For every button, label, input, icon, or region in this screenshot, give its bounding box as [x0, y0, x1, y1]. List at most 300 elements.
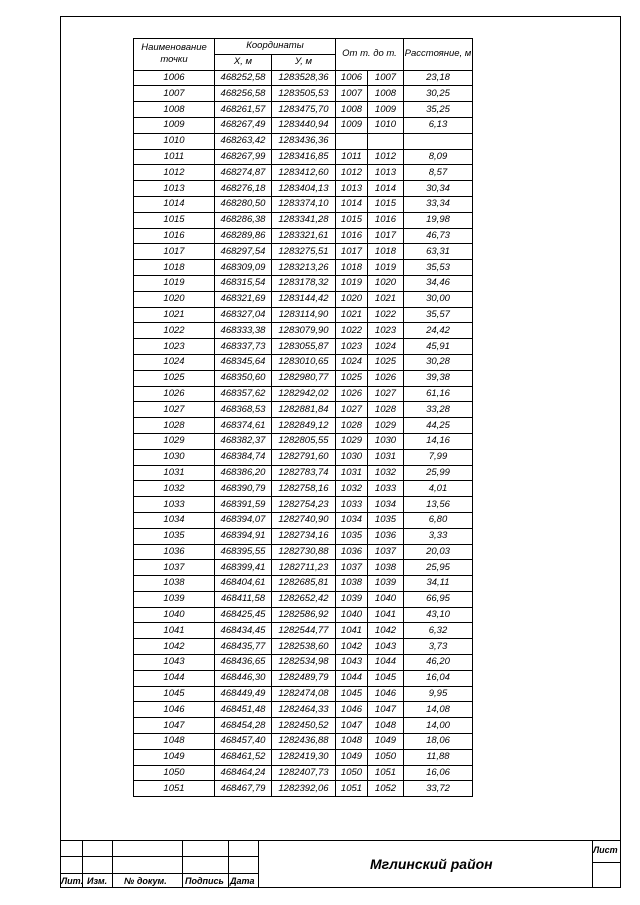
distance-cell: 6,32: [404, 623, 473, 639]
y-coord-cell: 1283114,90: [272, 307, 336, 323]
x-coord-cell: 468315,54: [215, 275, 272, 291]
table-row: [134, 591, 473, 607]
point-name-cell: 1022: [134, 323, 215, 339]
distance-cell: 44,25: [404, 418, 473, 434]
from-point-cell: 1029: [336, 433, 368, 449]
header-coordinates: Координаты: [215, 39, 336, 55]
point-name-cell: 1023: [134, 339, 215, 355]
point-name-cell: 1027: [134, 402, 215, 418]
to-point-cell: 1041: [368, 607, 404, 623]
table-row: [134, 749, 473, 765]
point-name-cell: 1038: [134, 576, 215, 592]
to-point-cell: 1030: [368, 433, 404, 449]
y-coord-cell: 1283178,32: [272, 275, 336, 291]
table-row: [134, 639, 473, 655]
y-coord-cell: 1282392,06: [272, 781, 336, 797]
table-row: [134, 275, 473, 291]
x-coord-cell: 468394,07: [215, 512, 272, 528]
table-row: [134, 512, 473, 528]
x-coord-cell: 468289,86: [215, 228, 272, 244]
distance-cell: 4,01: [404, 481, 473, 497]
x-coord-cell: 468454,28: [215, 718, 272, 734]
distance-cell: 23,18: [404, 70, 473, 86]
x-coord-cell: 468280,50: [215, 196, 272, 212]
from-point-cell: 1006: [336, 70, 368, 86]
y-coord-cell: 1282544,77: [272, 623, 336, 639]
x-coord-cell: 468297,54: [215, 244, 272, 260]
point-name-cell: 1011: [134, 149, 215, 165]
to-point-cell: 1015: [368, 196, 404, 212]
distance-cell: 63,31: [404, 244, 473, 260]
from-point-cell: 1042: [336, 639, 368, 655]
table-row: [134, 670, 473, 686]
table-row: [134, 244, 473, 260]
y-coord-cell: 1282791,60: [272, 449, 336, 465]
x-coord-cell: 468446,30: [215, 670, 272, 686]
to-point-cell: 1022: [368, 307, 404, 323]
y-coord-cell: 1282711,23: [272, 560, 336, 576]
x-coord-cell: 468357,62: [215, 386, 272, 402]
from-point-cell: [336, 133, 368, 149]
table-row: [134, 607, 473, 623]
x-coord-cell: 468321,69: [215, 291, 272, 307]
to-point-cell: 1029: [368, 418, 404, 434]
point-name-cell: 1044: [134, 670, 215, 686]
table-row: [134, 228, 473, 244]
to-point-cell: 1050: [368, 749, 404, 765]
y-coord-cell: 1283374,10: [272, 196, 336, 212]
y-coord-cell: 1282942,02: [272, 386, 336, 402]
table-row: [134, 702, 473, 718]
point-name-cell: 1037: [134, 560, 215, 576]
distance-cell: 33,28: [404, 402, 473, 418]
table-row: [134, 781, 473, 797]
point-name-cell: 1032: [134, 481, 215, 497]
point-name-cell: 1009: [134, 117, 215, 133]
from-point-cell: 1022: [336, 323, 368, 339]
table-body: [134, 70, 473, 797]
table-row: [134, 734, 473, 750]
header-point-name: Наименование точки: [134, 39, 215, 71]
to-point-cell: 1007: [368, 70, 404, 86]
from-point-cell: 1017: [336, 244, 368, 260]
x-coord-cell: 468449,49: [215, 686, 272, 702]
point-name-cell: 1026: [134, 386, 215, 402]
from-point-cell: 1020: [336, 291, 368, 307]
header-y: У, м: [272, 54, 336, 70]
header-from-to: От т. до т.: [336, 39, 404, 71]
to-point-cell: 1037: [368, 544, 404, 560]
to-point-cell: 1052: [368, 781, 404, 797]
to-point-cell: 1010: [368, 117, 404, 133]
y-coord-cell: 1283341,28: [272, 212, 336, 228]
to-point-cell: 1049: [368, 734, 404, 750]
distance-cell: 46,20: [404, 655, 473, 671]
distance-cell: 25,99: [404, 465, 473, 481]
point-name-cell: 1019: [134, 275, 215, 291]
point-name-cell: 1049: [134, 749, 215, 765]
table-row: [134, 481, 473, 497]
point-name-cell: 1045: [134, 686, 215, 702]
stamp-lit-label: Лит.: [61, 876, 84, 886]
stamp-date-label: Дата: [230, 876, 255, 886]
to-point-cell: [368, 133, 404, 149]
from-point-cell: 1037: [336, 560, 368, 576]
y-coord-cell: 1282474,08: [272, 686, 336, 702]
distance-cell: 35,53: [404, 260, 473, 276]
y-coord-cell: 1282450,52: [272, 718, 336, 734]
to-point-cell: 1044: [368, 655, 404, 671]
x-coord-cell: 468451,48: [215, 702, 272, 718]
distance-cell: 30,00: [404, 291, 473, 307]
table-row: [134, 449, 473, 465]
from-point-cell: 1012: [336, 165, 368, 181]
table-row: [134, 576, 473, 592]
point-name-cell: 1048: [134, 734, 215, 750]
point-name-cell: 1039: [134, 591, 215, 607]
from-point-cell: 1039: [336, 591, 368, 607]
y-coord-cell: 1283321,61: [272, 228, 336, 244]
distance-cell: 39,38: [404, 370, 473, 386]
table-row: [134, 165, 473, 181]
to-point-cell: 1042: [368, 623, 404, 639]
to-point-cell: 1051: [368, 765, 404, 781]
table-row: [134, 370, 473, 386]
table-row: [134, 433, 473, 449]
to-point-cell: 1043: [368, 639, 404, 655]
x-coord-cell: 468276,18: [215, 181, 272, 197]
point-name-cell: 1006: [134, 70, 215, 86]
y-coord-cell: 1282489,79: [272, 670, 336, 686]
table-row: [134, 86, 473, 102]
distance-cell: 33,72: [404, 781, 473, 797]
to-point-cell: 1018: [368, 244, 404, 260]
to-point-cell: 1014: [368, 181, 404, 197]
point-name-cell: 1047: [134, 718, 215, 734]
to-point-cell: 1019: [368, 260, 404, 276]
x-coord-cell: 468425,45: [215, 607, 272, 623]
point-name-cell: 1041: [134, 623, 215, 639]
to-point-cell: 1020: [368, 275, 404, 291]
from-point-cell: 1044: [336, 670, 368, 686]
from-point-cell: 1007: [336, 86, 368, 102]
table-row: [134, 212, 473, 228]
y-coord-cell: 1283144,42: [272, 291, 336, 307]
y-coord-cell: 1283412,60: [272, 165, 336, 181]
point-name-cell: 1031: [134, 465, 215, 481]
from-point-cell: 1016: [336, 228, 368, 244]
point-name-cell: 1010: [134, 133, 215, 149]
from-point-cell: 1046: [336, 702, 368, 718]
table-row: [134, 260, 473, 276]
x-coord-cell: 468333,38: [215, 323, 272, 339]
y-coord-cell: 1282652,42: [272, 591, 336, 607]
table-row: [134, 686, 473, 702]
to-point-cell: 1045: [368, 670, 404, 686]
table-row: [134, 386, 473, 402]
stamp-signature-label: Подпись: [185, 876, 224, 886]
x-coord-cell: 468374,61: [215, 418, 272, 434]
table-row: [134, 323, 473, 339]
to-point-cell: 1017: [368, 228, 404, 244]
table-row: [134, 765, 473, 781]
x-coord-cell: 468263,42: [215, 133, 272, 149]
to-point-cell: 1024: [368, 339, 404, 355]
table-row: [134, 465, 473, 481]
x-coord-cell: 468327,04: [215, 307, 272, 323]
point-name-cell: 1016: [134, 228, 215, 244]
y-coord-cell: 1282419,30: [272, 749, 336, 765]
y-coord-cell: 1283416,85: [272, 149, 336, 165]
to-point-cell: 1009: [368, 102, 404, 118]
distance-cell: 16,06: [404, 765, 473, 781]
to-point-cell: 1025: [368, 354, 404, 370]
header-x: X, м: [215, 54, 272, 70]
point-name-cell: 1036: [134, 544, 215, 560]
distance-cell: 30,25: [404, 86, 473, 102]
table-row: [134, 181, 473, 197]
to-point-cell: 1032: [368, 465, 404, 481]
from-point-cell: 1049: [336, 749, 368, 765]
distance-cell: 30,28: [404, 354, 473, 370]
distance-cell: 11,88: [404, 749, 473, 765]
y-coord-cell: 1282464,33: [272, 702, 336, 718]
x-coord-cell: 468461,52: [215, 749, 272, 765]
x-coord-cell: 468457,40: [215, 734, 272, 750]
x-coord-cell: 468267,49: [215, 117, 272, 133]
from-point-cell: 1015: [336, 212, 368, 228]
distance-cell: 6,80: [404, 512, 473, 528]
to-point-cell: 1012: [368, 149, 404, 165]
from-point-cell: 1048: [336, 734, 368, 750]
from-point-cell: 1035: [336, 528, 368, 544]
from-point-cell: 1011: [336, 149, 368, 165]
distance-cell: 6,13: [404, 117, 473, 133]
distance-cell: 43,10: [404, 607, 473, 623]
from-point-cell: 1025: [336, 370, 368, 386]
to-point-cell: 1033: [368, 481, 404, 497]
distance-cell: 25,95: [404, 560, 473, 576]
from-point-cell: 1043: [336, 655, 368, 671]
y-coord-cell: 1282730,88: [272, 544, 336, 560]
from-point-cell: 1021: [336, 307, 368, 323]
y-coord-cell: 1283436,36: [272, 133, 336, 149]
table-row: [134, 307, 473, 323]
x-coord-cell: 468434,45: [215, 623, 272, 639]
to-point-cell: 1038: [368, 560, 404, 576]
x-coord-cell: 468390,79: [215, 481, 272, 497]
x-coord-cell: 468384,74: [215, 449, 272, 465]
y-coord-cell: 1283505,53: [272, 86, 336, 102]
from-point-cell: 1008: [336, 102, 368, 118]
x-coord-cell: 468395,55: [215, 544, 272, 560]
from-point-cell: 1038: [336, 576, 368, 592]
distance-cell: 20,03: [404, 544, 473, 560]
table-row: [134, 655, 473, 671]
point-name-cell: 1020: [134, 291, 215, 307]
from-point-cell: 1047: [336, 718, 368, 734]
distance-cell: 34,46: [404, 275, 473, 291]
point-name-cell: 1028: [134, 418, 215, 434]
x-coord-cell: 468286,38: [215, 212, 272, 228]
to-point-cell: 1035: [368, 512, 404, 528]
y-coord-cell: 1282734,16: [272, 528, 336, 544]
distance-cell: 7,99: [404, 449, 473, 465]
y-coord-cell: 1282407,73: [272, 765, 336, 781]
distance-cell: 46,73: [404, 228, 473, 244]
y-coord-cell: 1283079,90: [272, 323, 336, 339]
y-coord-cell: 1283275,51: [272, 244, 336, 260]
x-coord-cell: 468404,61: [215, 576, 272, 592]
distance-cell: 61,16: [404, 386, 473, 402]
to-point-cell: 1031: [368, 449, 404, 465]
table-row: [134, 291, 473, 307]
from-point-cell: 1041: [336, 623, 368, 639]
to-point-cell: 1048: [368, 718, 404, 734]
y-coord-cell: 1282805,55: [272, 433, 336, 449]
distance-cell: 16,04: [404, 670, 473, 686]
table-row: [134, 497, 473, 513]
x-coord-cell: 468467,79: [215, 781, 272, 797]
coordinates-table: [133, 38, 473, 797]
x-coord-cell: 468261,57: [215, 102, 272, 118]
x-coord-cell: 468256,58: [215, 86, 272, 102]
distance-cell: 34,11: [404, 576, 473, 592]
y-coord-cell: 1282538,60: [272, 639, 336, 655]
point-name-cell: 1014: [134, 196, 215, 212]
to-point-cell: 1040: [368, 591, 404, 607]
to-point-cell: 1013: [368, 165, 404, 181]
from-point-cell: 1026: [336, 386, 368, 402]
distance-cell: 30,34: [404, 181, 473, 197]
to-point-cell: 1046: [368, 686, 404, 702]
x-coord-cell: 468350,60: [215, 370, 272, 386]
distance-cell: 13,56: [404, 497, 473, 513]
x-coord-cell: 468391,59: [215, 497, 272, 513]
table-row: [134, 418, 473, 434]
y-coord-cell: 1282685,81: [272, 576, 336, 592]
to-point-cell: 1028: [368, 402, 404, 418]
table-row: [134, 339, 473, 355]
distance-cell: 33,34: [404, 196, 473, 212]
distance-cell: 45,91: [404, 339, 473, 355]
to-point-cell: 1047: [368, 702, 404, 718]
x-coord-cell: 468382,37: [215, 433, 272, 449]
distance-cell: 35,25: [404, 102, 473, 118]
to-point-cell: 1036: [368, 528, 404, 544]
x-coord-cell: 468267,99: [215, 149, 272, 165]
to-point-cell: 1016: [368, 212, 404, 228]
x-coord-cell: 468309,09: [215, 260, 272, 276]
x-coord-cell: 468345,64: [215, 354, 272, 370]
point-name-cell: 1034: [134, 512, 215, 528]
to-point-cell: 1026: [368, 370, 404, 386]
table-row: [134, 70, 473, 86]
stamp-izm-label: Изм.: [87, 876, 108, 886]
x-coord-cell: 468435,77: [215, 639, 272, 655]
table-row: [134, 354, 473, 370]
y-coord-cell: 1283010,65: [272, 354, 336, 370]
distance-cell: 3,33: [404, 528, 473, 544]
to-point-cell: 1034: [368, 497, 404, 513]
x-coord-cell: 468337,73: [215, 339, 272, 355]
point-name-cell: 1033: [134, 497, 215, 513]
point-name-cell: 1008: [134, 102, 215, 118]
point-name-cell: 1018: [134, 260, 215, 276]
point-name-cell: 1040: [134, 607, 215, 623]
from-point-cell: 1028: [336, 418, 368, 434]
y-coord-cell: 1283440,94: [272, 117, 336, 133]
to-point-cell: 1021: [368, 291, 404, 307]
y-coord-cell: 1283055,87: [272, 339, 336, 355]
x-coord-cell: 468399,41: [215, 560, 272, 576]
y-coord-cell: 1282534,98: [272, 655, 336, 671]
table-row: [134, 196, 473, 212]
table-row: [134, 560, 473, 576]
distance-cell: [404, 133, 473, 149]
distance-cell: 18,06: [404, 734, 473, 750]
point-name-cell: 1051: [134, 781, 215, 797]
from-point-cell: 1034: [336, 512, 368, 528]
point-name-cell: 1029: [134, 433, 215, 449]
to-point-cell: 1039: [368, 576, 404, 592]
point-name-cell: 1007: [134, 86, 215, 102]
table-row: [134, 149, 473, 165]
from-point-cell: 1023: [336, 339, 368, 355]
x-coord-cell: 468274,87: [215, 165, 272, 181]
from-point-cell: 1009: [336, 117, 368, 133]
from-point-cell: 1032: [336, 481, 368, 497]
x-coord-cell: 468252,58: [215, 70, 272, 86]
from-point-cell: 1013: [336, 181, 368, 197]
distance-cell: 9,95: [404, 686, 473, 702]
table-row: [134, 402, 473, 418]
stamp-title: Мглинский район: [370, 856, 493, 872]
distance-cell: 14,00: [404, 718, 473, 734]
from-point-cell: 1018: [336, 260, 368, 276]
from-point-cell: 1050: [336, 765, 368, 781]
y-coord-cell: 1283404,13: [272, 181, 336, 197]
y-coord-cell: 1283528,36: [272, 70, 336, 86]
distance-cell: 3,73: [404, 639, 473, 655]
distance-cell: 8,09: [404, 149, 473, 165]
to-point-cell: 1008: [368, 86, 404, 102]
distance-cell: 8,57: [404, 165, 473, 181]
y-coord-cell: 1282881,84: [272, 402, 336, 418]
point-name-cell: 1042: [134, 639, 215, 655]
table-row: [134, 102, 473, 118]
from-point-cell: 1033: [336, 497, 368, 513]
point-name-cell: 1024: [134, 354, 215, 370]
point-name-cell: 1025: [134, 370, 215, 386]
from-point-cell: 1036: [336, 544, 368, 560]
from-point-cell: 1045: [336, 686, 368, 702]
from-point-cell: 1024: [336, 354, 368, 370]
distance-cell: 14,16: [404, 433, 473, 449]
table-row: [134, 117, 473, 133]
point-name-cell: 1017: [134, 244, 215, 260]
from-point-cell: 1019: [336, 275, 368, 291]
x-coord-cell: 468394,91: [215, 528, 272, 544]
y-coord-cell: 1282754,23: [272, 497, 336, 513]
point-name-cell: 1035: [134, 528, 215, 544]
x-coord-cell: 468436,65: [215, 655, 272, 671]
table-row: [134, 133, 473, 149]
y-coord-cell: 1282758,16: [272, 481, 336, 497]
point-name-cell: 1021: [134, 307, 215, 323]
to-point-cell: 1023: [368, 323, 404, 339]
stamp-sheet-label: Лист: [593, 845, 618, 855]
